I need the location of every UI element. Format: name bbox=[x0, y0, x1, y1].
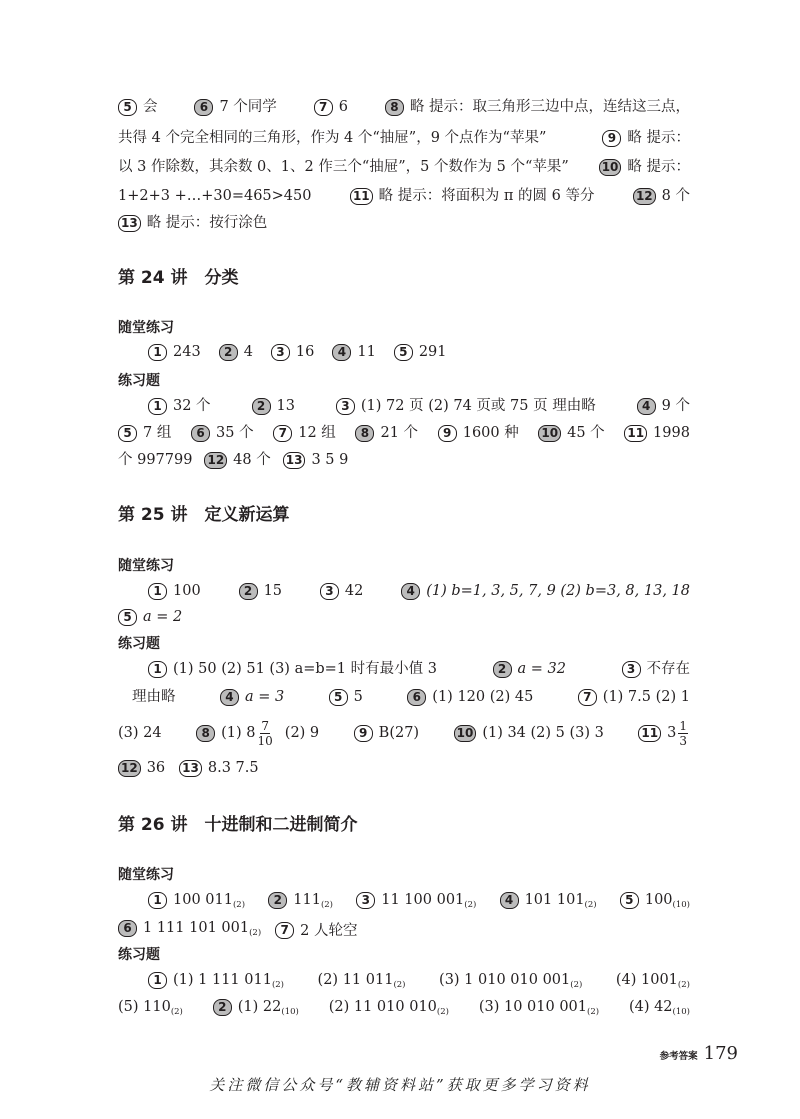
badge-6: 6 bbox=[191, 425, 210, 442]
answer-text: (2) 9 bbox=[284, 725, 320, 741]
fraction-numerator: 7 bbox=[261, 718, 269, 733]
answer-text: 100 bbox=[173, 583, 201, 599]
badge-6: 6 bbox=[194, 99, 213, 116]
answer-text: (1) 34 (2) 5 (3) 3 bbox=[482, 725, 604, 741]
answer-text: 7 组 bbox=[143, 425, 172, 441]
badge-11: 11 bbox=[638, 725, 661, 742]
answer-text: (1) 72 页 (2) 74 页或 75 页 理由略 bbox=[360, 398, 596, 414]
answer-text: 不存在 bbox=[646, 661, 690, 677]
badge-2: 2 bbox=[268, 892, 287, 909]
badge-4: 4 bbox=[220, 689, 239, 706]
s24-class-line bbox=[148, 341, 690, 363]
badge-1: 1 bbox=[148, 972, 167, 989]
answer-text: 3 5 9 bbox=[311, 452, 349, 468]
page-number: 179 bbox=[703, 1043, 738, 1064]
answer-text: (3) 10 010 001 bbox=[478, 999, 587, 1015]
section-heading-26: 第 26 讲 十进制和二进制简介 bbox=[118, 815, 358, 835]
badge-7: 7 bbox=[578, 689, 597, 706]
badge-9: 9 bbox=[602, 130, 621, 147]
answer-line-4 bbox=[118, 185, 690, 207]
fraction-denominator: 3 bbox=[679, 733, 687, 748]
answer-line-5 bbox=[118, 212, 690, 234]
badge-3: 3 bbox=[320, 583, 339, 600]
badge-13: 13 bbox=[179, 760, 202, 777]
s26-class-line-1 bbox=[148, 889, 690, 916]
answer-text: (3) 1 010 010 001 bbox=[439, 972, 571, 988]
badge-6: 6 bbox=[118, 920, 137, 937]
badge-4: 4 bbox=[500, 892, 519, 909]
badge-5: 5 bbox=[394, 344, 413, 361]
answer-text: 共得 4 个完全相同的三角形，作为 4 个“抽屉”，9 个点作为“苹果” bbox=[118, 130, 547, 146]
answer-text: 8.3 7.5 bbox=[207, 760, 259, 776]
answer-text: 个 997799 bbox=[118, 452, 193, 468]
answer-text: (4) 1001 bbox=[615, 972, 678, 988]
subscript: (2) bbox=[570, 980, 583, 990]
subscript: (2) bbox=[320, 900, 333, 910]
answer-text: 略 提示：按行涂色 bbox=[146, 215, 268, 231]
fraction-numerator: 1 bbox=[679, 718, 687, 733]
answer-text: 8 个 bbox=[661, 188, 690, 204]
s25-ex-line-4 bbox=[118, 757, 690, 779]
badge-4: 4 bbox=[401, 583, 420, 600]
badge-12: 12 bbox=[633, 188, 656, 205]
badge-2: 2 bbox=[239, 583, 258, 600]
s25-class-line-1 bbox=[148, 580, 690, 602]
badge-10: 10 bbox=[538, 425, 561, 442]
badge-3: 3 bbox=[356, 892, 375, 909]
answer-text: B(27) bbox=[378, 725, 420, 741]
answer-text: 3 bbox=[667, 725, 677, 741]
s25-class-line-2 bbox=[118, 606, 690, 628]
badge-13: 13 bbox=[283, 452, 306, 469]
fraction-1-3 bbox=[678, 719, 688, 748]
answer-text: 4 bbox=[243, 344, 253, 360]
exercise-label: 练习题 bbox=[118, 373, 160, 389]
badge-4: 4 bbox=[332, 344, 351, 361]
answer-text: 48 个 bbox=[233, 452, 271, 468]
answer-text: (1) b=1, 3, 5, 7, 9 (2) b=3, 8, 13, 18 bbox=[426, 583, 690, 599]
badge-8: 8 bbox=[355, 425, 374, 442]
badge-5: 5 bbox=[620, 892, 639, 909]
s26-ex-line-2 bbox=[118, 996, 690, 1023]
badge-10: 10 bbox=[599, 159, 622, 176]
answer-text: 13 bbox=[276, 398, 295, 414]
subscript: (2) bbox=[587, 1007, 600, 1017]
answer-text: (1) 8 bbox=[221, 725, 256, 741]
subscript: (2) bbox=[464, 900, 477, 910]
answer-text: 7 个同学 bbox=[219, 99, 277, 115]
subscript: (2) bbox=[170, 1007, 183, 1017]
s25-ex-line-3 bbox=[118, 716, 690, 750]
badge-7: 7 bbox=[275, 922, 294, 939]
answer-text: 2 人轮空 bbox=[300, 922, 358, 939]
class-practice-label: 随堂练习 bbox=[118, 558, 174, 574]
badge-9: 9 bbox=[438, 425, 457, 442]
subscript: (2) bbox=[584, 900, 597, 910]
badge-1: 1 bbox=[148, 583, 167, 600]
subscript: (2) bbox=[393, 980, 406, 990]
badge-3: 3 bbox=[336, 398, 355, 415]
answer-text: 1998 bbox=[653, 425, 690, 441]
badge-2: 2 bbox=[252, 398, 271, 415]
fraction-7-10 bbox=[258, 719, 273, 748]
answer-text: 32 个 bbox=[173, 398, 211, 414]
answer-text: 略 提示：取三角形三边中点，连结这三点， bbox=[409, 99, 690, 115]
answer-text: (5) 110 bbox=[118, 999, 171, 1015]
section-heading-25: 第 25 讲 定义新运算 bbox=[118, 505, 290, 525]
fraction-denominator: 10 bbox=[257, 733, 273, 748]
answer-text: 略 提示： bbox=[627, 159, 690, 175]
badge-2: 2 bbox=[219, 344, 238, 361]
badge-1: 1 bbox=[148, 398, 167, 415]
class-practice-label: 随堂练习 bbox=[118, 320, 174, 336]
s24-ex-line-3 bbox=[118, 449, 690, 471]
answer-text: 5 bbox=[353, 689, 363, 705]
badge-1: 1 bbox=[148, 344, 167, 361]
subscript: (10) bbox=[672, 900, 690, 910]
answer-text: 36 bbox=[146, 760, 166, 776]
subscript: (2) bbox=[232, 900, 246, 910]
badge-5: 5 bbox=[118, 425, 137, 442]
answer-text: 16 bbox=[295, 344, 315, 360]
answer-text: 42 bbox=[344, 583, 364, 599]
answer-text: 略 提示： bbox=[627, 130, 690, 146]
answer-text: 6 bbox=[338, 99, 348, 115]
answer-text: 1 111 101 001 bbox=[143, 920, 250, 936]
badge-12: 12 bbox=[204, 452, 227, 469]
answer-text: 100 bbox=[644, 892, 673, 908]
badge-5: 5 bbox=[329, 689, 348, 706]
badge-13: 13 bbox=[118, 215, 141, 232]
answer-text: 101 101 bbox=[524, 892, 585, 908]
badge-4: 4 bbox=[637, 398, 656, 415]
footer-label: 参考答案 bbox=[659, 1051, 698, 1062]
answer-text: 291 bbox=[418, 344, 447, 360]
answer-line-2 bbox=[118, 127, 690, 149]
badge-1: 1 bbox=[148, 661, 167, 678]
answer-text: (2) 11 010 010 bbox=[328, 999, 437, 1015]
subscript: (2) bbox=[436, 1007, 449, 1017]
badge-5: 5 bbox=[118, 609, 137, 626]
answer-text: (1) 50 (2) 51 (3) a=b=1 时有最小值 3 bbox=[173, 661, 437, 677]
badge-11: 11 bbox=[624, 425, 647, 442]
answer-text: 1+2+3 +…+30=465>450 bbox=[118, 188, 312, 204]
answer-text: 以 3 作除数，其余数 0、1、2 作三个“抽屉”，5 个数作为 5 个“苹果” bbox=[118, 159, 569, 175]
answer-text: (4) 42 bbox=[628, 999, 673, 1015]
badge-12: 12 bbox=[118, 760, 141, 777]
subscript: (10) bbox=[281, 1007, 299, 1017]
badge-9: 9 bbox=[354, 725, 373, 742]
answer-line-3 bbox=[118, 156, 690, 178]
badge-8: 8 bbox=[385, 99, 404, 116]
answer-text: 35 个 bbox=[216, 425, 254, 441]
answer-text: 100 011 bbox=[173, 892, 233, 908]
badge-3: 3 bbox=[271, 344, 290, 361]
badge-3: 3 bbox=[622, 661, 641, 678]
answer-text: (3) 24 bbox=[118, 725, 162, 741]
answer-text: 11 100 001 bbox=[381, 892, 465, 908]
class-practice-label: 随堂练习 bbox=[118, 867, 174, 883]
subscript: (2) bbox=[249, 928, 262, 938]
answer-line-1 bbox=[118, 96, 690, 118]
subscript: (10) bbox=[672, 1007, 690, 1017]
s26-ex-line-1 bbox=[148, 969, 690, 996]
answer-text: 45 个 bbox=[567, 425, 605, 441]
bottom-note: 关注微信公众号“教辅资料站”获取更多学习资料 bbox=[209, 1076, 591, 1094]
answer-text: (1) 120 (2) 45 bbox=[432, 689, 534, 705]
answer-text: 略 提示：将面积为 π 的圆 6 等分 bbox=[378, 188, 595, 204]
badge-8: 8 bbox=[196, 725, 215, 742]
answer-text: (2) 11 011 bbox=[317, 972, 394, 988]
badge-1: 1 bbox=[148, 892, 167, 909]
badge-6: 6 bbox=[407, 689, 426, 706]
answer-text: 理由略 bbox=[132, 689, 176, 705]
badge-7: 7 bbox=[273, 425, 292, 442]
answer-text: (1) 7.5 (2) 1 bbox=[602, 689, 690, 705]
badge-2: 2 bbox=[213, 999, 232, 1016]
answer-text: 会 bbox=[143, 99, 158, 115]
answer-text: (1) 1 111 011 bbox=[173, 972, 272, 988]
subscript: (2) bbox=[271, 980, 284, 990]
answer-text: a = 2 bbox=[143, 609, 183, 625]
answer-text: 9 个 bbox=[661, 398, 690, 414]
s26-class-line-2 bbox=[118, 917, 690, 944]
s24-ex-line-2 bbox=[118, 422, 690, 444]
answer-text: a = 32 bbox=[517, 661, 566, 677]
s25-ex-line-2 bbox=[132, 686, 690, 708]
section-heading-24: 第 24 讲 分类 bbox=[118, 268, 239, 288]
answer-text: 243 bbox=[173, 344, 201, 360]
badge-7: 7 bbox=[314, 99, 333, 116]
answer-text: 21 个 bbox=[380, 425, 419, 441]
answer-text: 111 bbox=[293, 892, 321, 908]
exercise-label: 练习题 bbox=[118, 947, 160, 963]
answer-text: (1) 22 bbox=[237, 999, 282, 1015]
exercise-label: 练习题 bbox=[118, 636, 160, 652]
subscript: (2) bbox=[677, 980, 690, 990]
badge-5: 5 bbox=[118, 99, 137, 116]
page-footer bbox=[660, 1043, 738, 1064]
s24-ex-line-1 bbox=[148, 395, 690, 417]
badge-11: 11 bbox=[350, 188, 373, 205]
answer-text: 11 bbox=[357, 344, 376, 360]
s25-ex-line-1 bbox=[148, 658, 690, 680]
answer-text: 1600 种 bbox=[462, 425, 519, 441]
answer-text: a = 3 bbox=[244, 689, 285, 705]
badge-2: 2 bbox=[493, 661, 512, 678]
answer-text: 15 bbox=[263, 583, 283, 599]
badge-10: 10 bbox=[454, 725, 477, 742]
answer-text: 12 组 bbox=[298, 425, 336, 441]
